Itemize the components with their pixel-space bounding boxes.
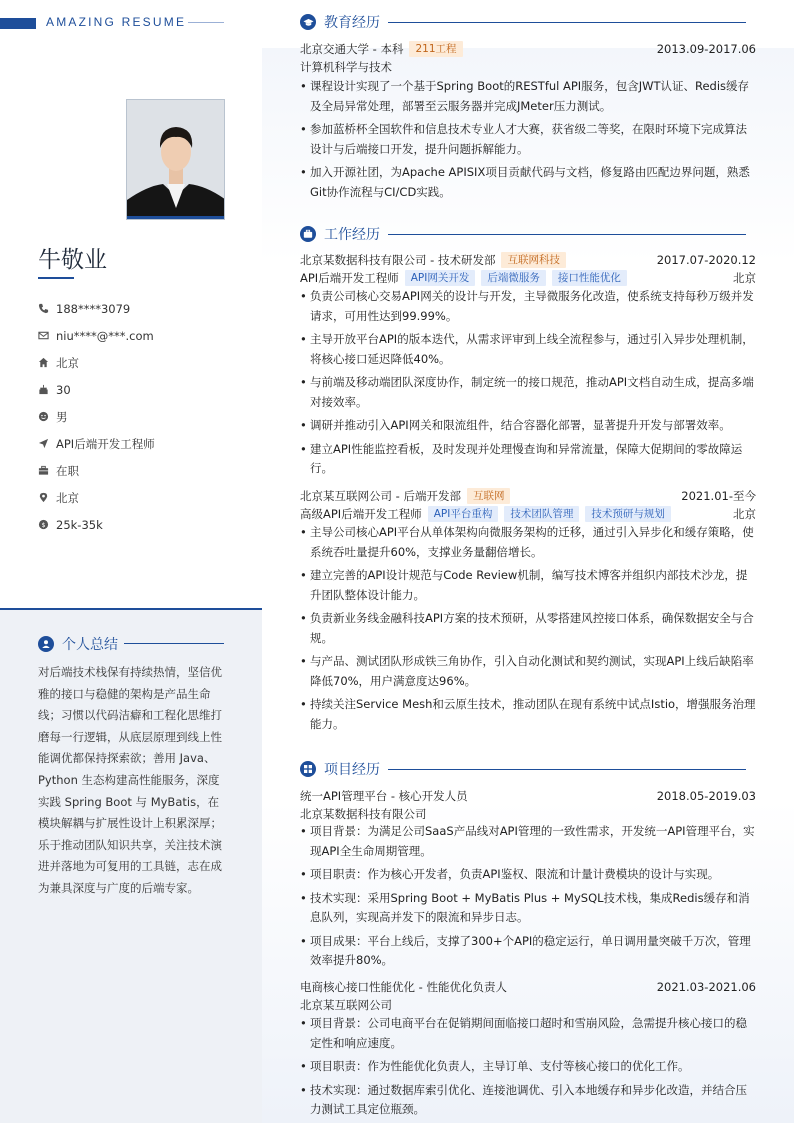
profile-name: 牛敬业 (38, 247, 107, 273)
info-phone (38, 295, 155, 322)
projects-header (300, 759, 756, 779)
send-icon (38, 438, 56, 449)
industry-tag: 互联网科技 (501, 252, 566, 268)
list-item: • 负责公司核心交易API网关的设计与开发，主导微服务化改造，使系统支持每秒万级并发请求，可用性达到99.99%。 (300, 287, 756, 326)
projects-title-line (388, 769, 746, 770)
job-role-row (300, 505, 756, 522)
name-underline (38, 277, 74, 279)
job-date: 2017.07-2020.12 (656, 252, 756, 267)
summary-title-line (124, 643, 224, 644)
briefcase-icon (300, 226, 316, 242)
info-text: 在职 (56, 463, 79, 478)
work-header (300, 224, 756, 244)
list-item: • 项目职责：作为性能优化负责人，主导订单、支付等核心接口的优化工作。 (300, 1057, 756, 1077)
work-title: 工作经历 (324, 227, 380, 243)
gender-icon (38, 411, 56, 422)
school-name: 北京交通大学 - 本科 (300, 41, 404, 56)
job-bullets (300, 287, 756, 483)
info-text: 北京 (56, 355, 79, 370)
summary-header (38, 634, 118, 654)
summary-text: 对后端技术栈保有持续热情，坚信优雅的接口与稳健的架构是产品生命线；习惯以代码洁癖和工程化思维打磨每一行逻辑，从底层原理到线上性能调优都保持探索欲；善用 Java、Python 生态构建高性能服务，深度实践 Spring Boot 与 MyBatis，在模块解耦与扩展性设计上积累深厚；乐于推动团队知识共享，关注技术演进并落地为可复用的工具链，志在成为兼具深度与广度的后端专家。 (38, 665, 222, 895)
list-item: • 建立完善的API设计规范与Code Review机制，编写技术博客并组织内部技术沙龙，提升团队整体设计能力。 (300, 566, 756, 605)
info-location (38, 484, 155, 511)
project-date: 2018.05-2019.03 (656, 788, 756, 803)
job-role: API后端开发工程师 (300, 270, 399, 285)
project-bullets (300, 1014, 756, 1123)
education-bullets (300, 77, 756, 206)
project-entry (300, 787, 756, 804)
money-icon (38, 519, 56, 530)
job-entry (300, 251, 756, 268)
project-company-row (300, 996, 756, 1013)
project-company: 北京某互联网公司 (300, 997, 392, 1012)
info-email (38, 322, 155, 349)
work-title-line (388, 234, 746, 235)
skill-tag: 技术团队管理 (504, 506, 579, 522)
education-entry (300, 40, 756, 57)
graduation-cap-icon (300, 14, 316, 30)
list-item: • 持续关注Service Mesh和云原生技术，推动团队在现有系统中试点Istio，增强服务治理能力。 (300, 695, 756, 734)
info-text: 188****3079 (56, 301, 131, 316)
list-item: • 项目背景：公司电商平台在促销期间面临接口超时和雪崩风险，急需提升核心接口的稳定性和响应速度。 (300, 1014, 756, 1053)
education-title-line (388, 22, 746, 23)
job-city: 北京 (733, 270, 756, 285)
info-text: API后端开发工程师 (56, 436, 155, 451)
info-text: 30 (56, 382, 71, 397)
project-company-row (300, 805, 756, 822)
education-major: 计算机科学与技术 (300, 59, 392, 74)
summary-title: 个人总结 (62, 637, 118, 653)
list-item: • 课程设计实现了一个基于Spring Boot的RESTful API服务，包含JWT认证、Redis缓存及全局异常处理，部署至云服务器并完成JMeter压力测试。 (300, 77, 756, 116)
list-item: • 与前端及移动端团队深度协作，制定统一的接口规范，推动API文档自动生成，提高多端对接效率。 (300, 373, 756, 412)
project-bullets (300, 822, 756, 975)
list-item: • 参加蓝桥杯全国软件和信息技术专业人才大赛，获省级二等奖，在限时环境下完成算法设计与后端接口开发，提升问题拆解能力。 (300, 120, 756, 159)
project-entry (300, 978, 756, 995)
list-item: • 与产品、测试团队形成铁三角协作，引入自动化测试和契约测试，实现API上线后缺陷率降低70%，用户满意度达96%。 (300, 652, 756, 691)
info-text: niu****@***.com (56, 328, 154, 343)
list-item: • 加入开源社团，为Apache APISIX项目贡献代码与文档，修复路由匹配边界问题，熟悉Git协作流程与CI/CD实践。 (300, 163, 756, 202)
skill-tag: API平台重构 (428, 506, 499, 522)
info-salary (38, 511, 155, 538)
info-gender (38, 403, 155, 430)
profile-photo (126, 99, 225, 220)
project-name: 电商核心接口性能优化 - 性能优化负责人 (300, 979, 507, 994)
phone-icon (38, 303, 56, 314)
education-header (300, 12, 756, 32)
grid-icon (300, 761, 316, 777)
education-date: 2013.09-2017.06 (656, 41, 756, 56)
info-status (38, 457, 155, 484)
job-city: 北京 (733, 506, 756, 521)
home-icon (38, 357, 56, 368)
projects-title: 项目经历 (324, 762, 380, 778)
project-name: 统一API管理平台 - 核心开发人员 (300, 788, 468, 803)
info-text: 25k-35k (56, 517, 103, 532)
skill-tag: 接口性能优化 (552, 270, 627, 286)
school-tag: 211工程 (409, 41, 462, 57)
left-column (0, 0, 262, 1123)
list-item: • 主导开放平台API的版本迭代，从需求评审到上线全流程参与，通过引入异步处理机制，将核心接口延迟降低40%。 (300, 330, 756, 369)
list-item: • 技术实现：采用Spring Boot + MyBatis Plus + MySQL技术栈，集成Redis缓存和消息队列，实现高并发下的限流和异步日志。 (300, 889, 756, 928)
job-entry (300, 487, 756, 504)
user-icon (38, 636, 54, 652)
brand-line (188, 22, 224, 23)
project-company: 北京某数据科技有限公司 (300, 806, 427, 821)
list-item: • 项目背景：为满足公司SaaS产品线对API管理的一致性需求，开发统一API管理平台，实现API全生命周期管理。 (300, 822, 756, 861)
skill-tag: API网关开发 (405, 270, 476, 286)
svg-text:$: $ (41, 520, 46, 529)
job-date: 2021.01-至今 (681, 488, 756, 503)
brand-bar (0, 18, 36, 29)
briefcase-icon (38, 465, 56, 476)
list-item: • 主导公司核心API平台从单体架构向微服务架构的迁移，通过引入异步化和缓存策略，使系统吞吐量提升60%，支撑业务量翻倍增长。 (300, 523, 756, 562)
photo-accent (127, 216, 224, 219)
info-age (38, 376, 155, 403)
job-role-row (300, 269, 756, 286)
mail-icon (38, 330, 56, 341)
industry-tag: 互联网 (467, 488, 511, 504)
info-text: 男 (56, 409, 68, 424)
portrait-image (127, 100, 225, 220)
project-date: 2021.03-2021.06 (656, 979, 756, 994)
location-icon (38, 492, 56, 503)
list-item: • 项目成果：平台上线后，支撑了300+个API的稳定运行，单日调用量突破千万次，管理效率提升80%。 (300, 932, 756, 971)
info-city (38, 349, 155, 376)
skill-tag: 技术预研与规划 (585, 506, 671, 522)
info-text: 北京 (56, 490, 79, 505)
brand-text: AMAZING RESUME (46, 15, 187, 29)
list-item: • 建立API性能监控看板，及时发现并处理慢查询和异常流量，保障大促期间的零故障运行。 (300, 440, 756, 479)
info-job (38, 430, 155, 457)
list-item: • 技术实现：通过数据库索引优化、连接池调优、引入本地缓存和异步化改造，并结合压力测试工具定位瓶颈。 (300, 1081, 756, 1120)
skill-tag: 后端微服务 (481, 270, 546, 286)
list-item: • 负责新业务线金融科技API方案的技术预研，从零搭建风控接口体系，确保数据安全与合规。 (300, 609, 756, 648)
education-major-row (300, 58, 756, 75)
contact-info-list (38, 295, 155, 538)
job-company: 北京某互联网公司 - 后端开发部 (300, 488, 461, 503)
education-title: 教育经历 (324, 15, 380, 31)
job-company: 北京某数据科技有限公司 - 技术研发部 (300, 252, 496, 267)
job-role: 高级API后端开发工程师 (300, 506, 422, 521)
list-item: • 项目职责：作为核心开发者，负责API鉴权、限流和计量计费模块的设计与实现。 (300, 865, 756, 885)
list-item: • 调研并推动引入API网关和限流组件，结合容器化部署，显著提升开发与部署效率。 (300, 416, 756, 436)
job-bullets (300, 523, 756, 738)
cake-icon (38, 384, 56, 395)
